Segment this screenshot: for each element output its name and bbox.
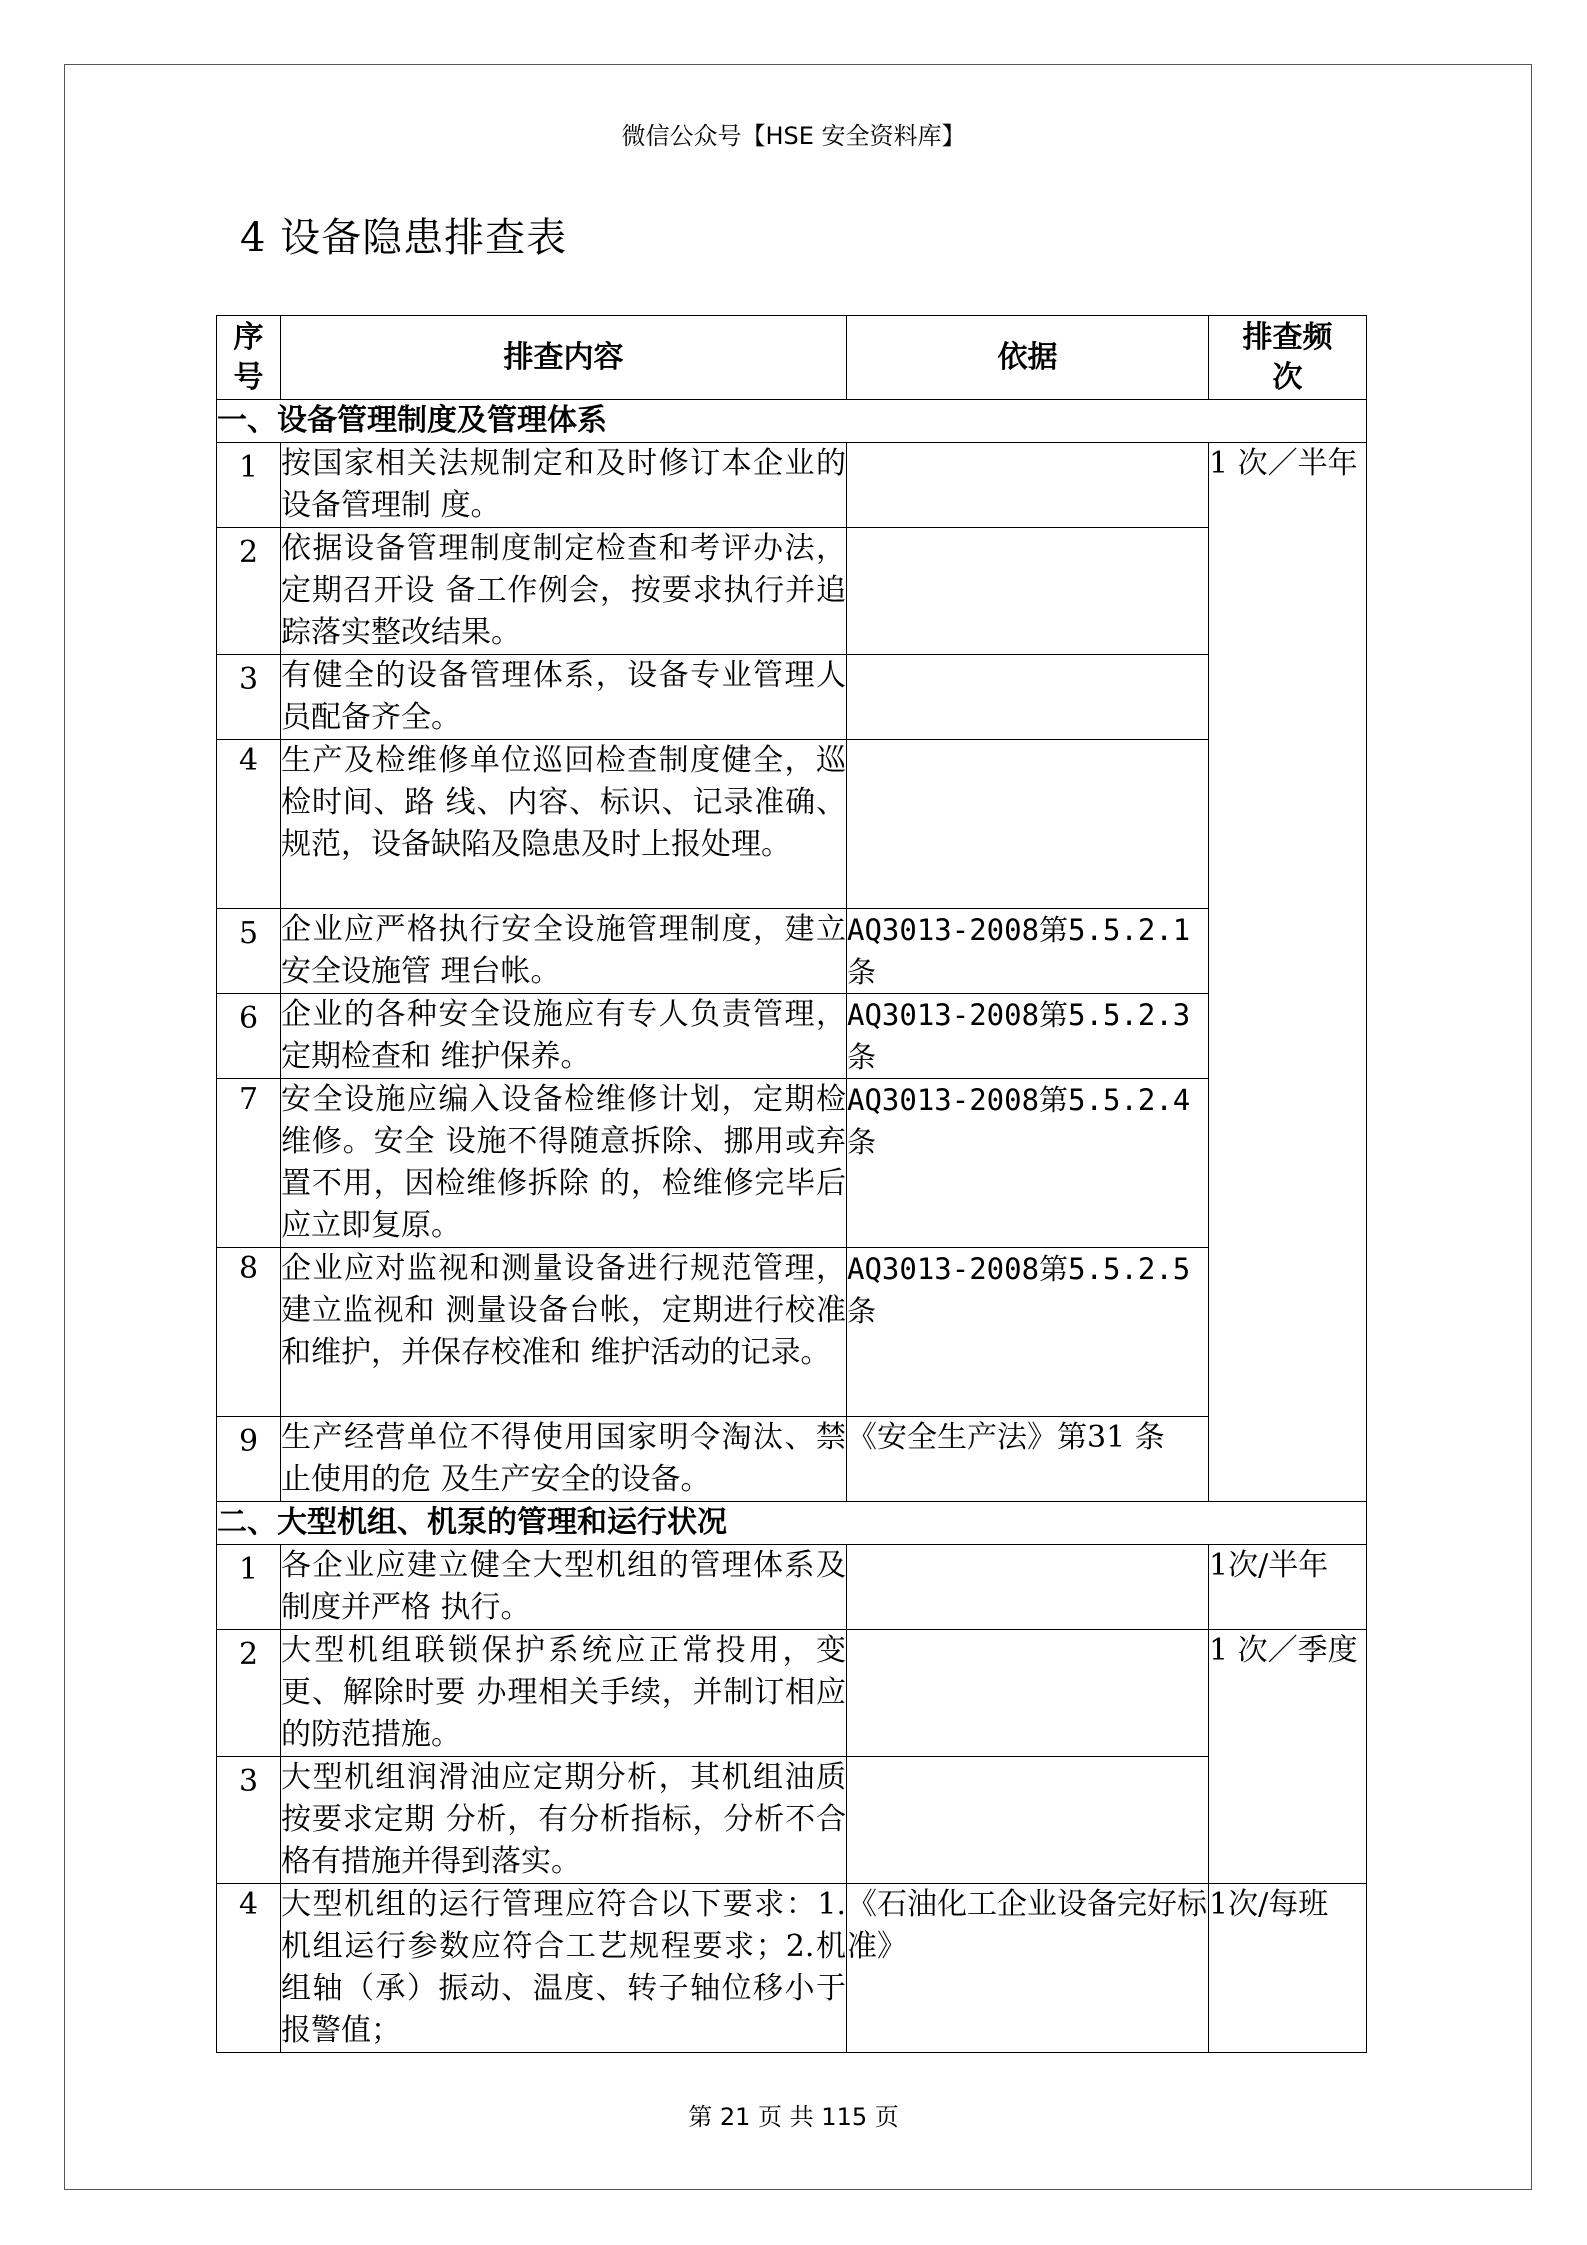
row-content: 依据设备管理制度制定检查和考评办法，定期召开设 备工作例会，按要求执行并追踪落实整改结果。 bbox=[281, 528, 847, 655]
table-header-row bbox=[217, 316, 1367, 400]
row-basis bbox=[847, 740, 1209, 909]
row-content: 大型机组润滑油应定期分析，其机组油质按要求定期 分析，有分析指标，分析不合格有措施并得到落实。 bbox=[281, 1757, 847, 1884]
row-basis: AQ3013-2008第5.5.2.3条 bbox=[847, 994, 1209, 1079]
row-seq: 1 bbox=[217, 1545, 281, 1630]
table-row bbox=[217, 1757, 1367, 1884]
group-row-2 bbox=[217, 1502, 1367, 1545]
row-content: 企业的各种安全设施应有专人负责管理，定期检查和 维护保养。 bbox=[281, 994, 847, 1079]
row-seq: 4 bbox=[217, 740, 281, 909]
table-row bbox=[217, 1248, 1367, 1417]
row-basis bbox=[847, 1630, 1209, 1757]
table-row bbox=[217, 443, 1367, 528]
row-frequency: 1次/半年 bbox=[1209, 1545, 1367, 1630]
row-content: 按国家相关法规制定和及时修订本企业的设备管理制 度。 bbox=[281, 443, 847, 528]
table-row bbox=[217, 655, 1367, 740]
header-note: 微信公众号【HSE 安全资料库】 bbox=[621, 122, 966, 150]
row-seq: 9 bbox=[217, 1417, 281, 1502]
header-frequency: 排查频次 bbox=[1209, 316, 1367, 400]
row-content: 大型机组联锁保护系统应正常投用，变更、解除时要 办理相关手续，并制订相应的防范措施。 bbox=[281, 1630, 847, 1757]
row-seq: 3 bbox=[217, 1757, 281, 1884]
row-frequency: 1 次／半年 bbox=[1209, 443, 1367, 1502]
row-seq: 6 bbox=[217, 994, 281, 1079]
row-seq: 8 bbox=[217, 1248, 281, 1417]
row-seq: 4 bbox=[217, 1884, 281, 2053]
group-row-1 bbox=[217, 400, 1367, 443]
row-basis: 《石油化工企业设备完好标准》 bbox=[847, 1884, 1209, 2053]
header-content: 排查内容 bbox=[281, 316, 847, 400]
row-basis: AQ3013-2008第5.5.2.1条 bbox=[847, 909, 1209, 994]
row-content: 各企业应建立健全大型机组的管理体系及制度并严格 执行。 bbox=[281, 1545, 847, 1630]
table-row bbox=[217, 1417, 1367, 1502]
row-content: 大型机组的运行管理应符合以下要求：1.机组运行参数应符合工艺规程要求；2.机组轴（承）振动、温度、转子轴位移小于报警值； bbox=[281, 1884, 847, 2053]
row-content: 企业应对监视和测量设备进行规范管理，建立监视和 测量设备台帐，定期进行校准和维护，并保存校准和 维护活动的记录。 bbox=[281, 1248, 847, 1417]
row-basis bbox=[847, 443, 1209, 528]
row-seq: 7 bbox=[217, 1079, 281, 1248]
row-basis bbox=[847, 1757, 1209, 1884]
table-row bbox=[217, 909, 1367, 994]
row-basis: AQ3013-2008第5.5.2.5条 bbox=[847, 1248, 1209, 1417]
table-row bbox=[217, 1884, 1367, 2053]
hazard-inspection-table bbox=[216, 315, 1367, 2053]
table-row bbox=[217, 1079, 1367, 1248]
row-content: 生产及检维修单位巡回检查制度健全，巡检时间、路 线、内容、标识、记录准确、规范，设备缺陷及隐患及时上报处理。 bbox=[281, 740, 847, 909]
header-basis: 依据 bbox=[847, 316, 1209, 400]
table-row bbox=[217, 1545, 1367, 1630]
table-row bbox=[217, 994, 1367, 1079]
row-seq: 2 bbox=[217, 1630, 281, 1757]
row-basis: 《安全生产法》第31 条 bbox=[847, 1417, 1209, 1502]
row-basis bbox=[847, 528, 1209, 655]
row-content: 企业应严格执行安全设施管理制度，建立安全设施管 理台帐。 bbox=[281, 909, 847, 994]
group-title: 一、设备管理制度及管理体系 bbox=[217, 400, 1367, 443]
row-frequency: 1次/每班 bbox=[1209, 1884, 1367, 2053]
row-frequency: 1 次／季度 bbox=[1209, 1630, 1367, 1884]
row-content: 安全设施应编入设备检维修计划，定期检维修。安全 设施不得随意拆除、挪用或弃置不用，因检维修拆除 的，检维修完毕后应立即复原。 bbox=[281, 1079, 847, 1248]
row-basis bbox=[847, 655, 1209, 740]
table-row bbox=[217, 740, 1367, 909]
row-seq: 3 bbox=[217, 655, 281, 740]
row-basis bbox=[847, 1545, 1209, 1630]
row-basis: AQ3013-2008第5.5.2.4条 bbox=[847, 1079, 1209, 1248]
page-number-footer: 第 21 页 共 115 页 bbox=[688, 2103, 899, 2131]
row-seq: 5 bbox=[217, 909, 281, 994]
header-seq: 序号 bbox=[217, 316, 281, 400]
table-row bbox=[217, 528, 1367, 655]
group-title: 二、大型机组、机泵的管理和运行状况 bbox=[217, 1502, 1367, 1545]
row-seq: 2 bbox=[217, 528, 281, 655]
row-content: 有健全的设备管理体系，设备专业管理人员配备齐全。 bbox=[281, 655, 847, 740]
section-title: 4 设备隐患排查表 bbox=[240, 215, 568, 261]
row-content: 生产经营单位不得使用国家明令淘汰、禁止使用的危 及生产安全的设备。 bbox=[281, 1417, 847, 1502]
row-seq: 1 bbox=[217, 443, 281, 528]
table-row bbox=[217, 1630, 1367, 1757]
